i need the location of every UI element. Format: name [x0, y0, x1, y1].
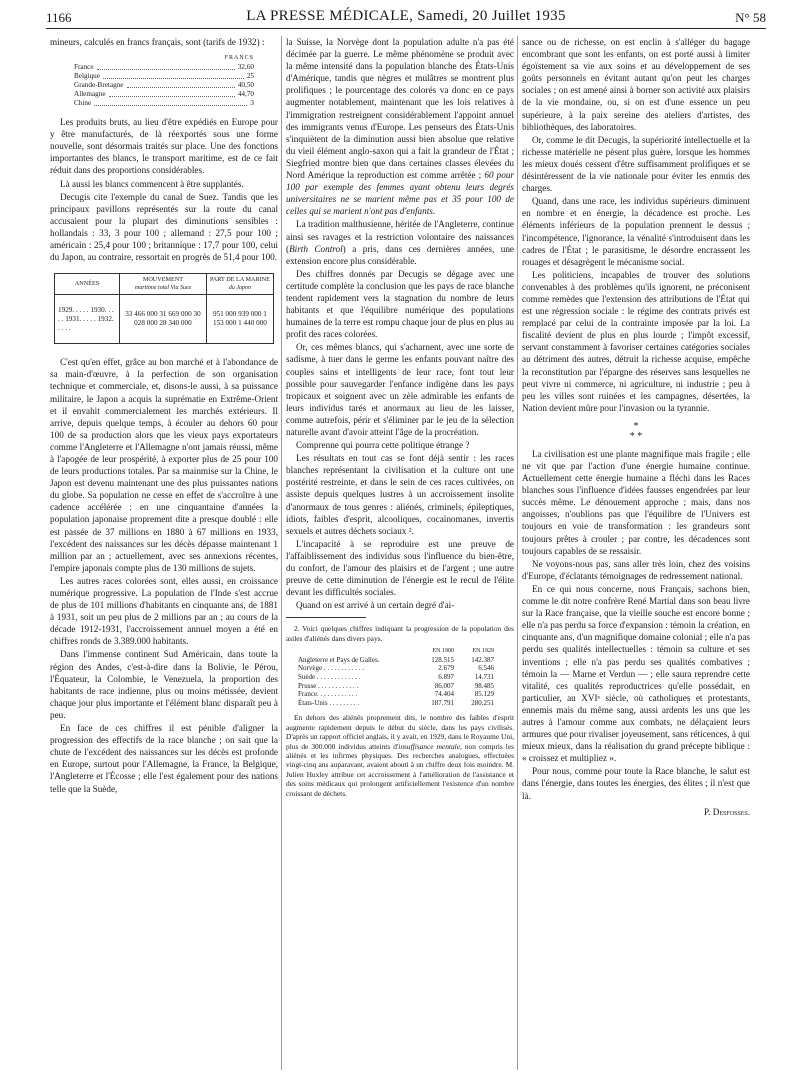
footnote-intro: 2. Voici quelques chiffres indiquant la progression de la population des asiles d'aliénés dans divers pays.	[286, 624, 514, 643]
footnote-rule	[286, 617, 366, 618]
section-separator: * * *	[629, 420, 643, 442]
footnote-text: En dehors des aliénés proprement dits, le nombre des faibles d'esprit augmente rapidement depuis le début du siècle, dans les pays civilisés. D'après un rapport officiel anglais, il y avait, en 1929, dans le Royaume Uni, plus de 300.000 individus atteints d'insuffisance mentale, non compris les aliénés et les infirmes physiques. Des recherches analogues, effectuées vingt-cinq ans auparavant, avaient abouti à un chiffre deux fois moindre. M. Julien Huxley attribue cet accroissement à l'amélioration de l'assistance et des soins médicaux qui prolongent artificiellement l'existence d'un nombre croissant de déchets.	[286, 713, 514, 798]
paragraph: sance ou de richesse, on est enclin à s'alléger du bagage encombrant que sont les enfants, on est porté aussi à limiter égoïstement sa vie aux soins et au développement de ses goûts personnels en évitant autant qu'on peut les charges sociales ; on est amené ainsi à borner son activité aux plaisirs de la vie mondaine, ou, si on est d'une essence un peu supérieure, à la paix sereine des ateliers d'artistes, des bibliothèques, des laboratoires.	[522, 37, 750, 132]
table-header: MOUVEMENT maritime total Via Suez	[120, 274, 207, 295]
paragraph: Quand, dans une race, les individus supérieurs diminuent en nombre et en énergie, la décadence est proche. Les éléments inférieurs de la population prennent le dessus ; l'incompétence, l'ignorance, la vénalité s'introduisent dans les cadres de l'État ; le parasitisme, le désordre encrassent les rouages et désagrègent le mécanisme social.	[522, 196, 750, 267]
rates-head: FRANCS	[224, 55, 254, 62]
page-header	[46, 6, 766, 29]
suez-traffic-table	[54, 273, 274, 344]
table-row: Suède . . . . . . . . . . . . . 6.897 14.731	[298, 673, 494, 681]
paragraph: mineurs, calculés en francs français, sont (tarifs de 1932) :	[50, 37, 265, 47]
table-header: PART DE LA MARINE du Japon	[206, 274, 273, 295]
paragraph: Comprenne qui pourra cette politique étrange ?	[296, 440, 470, 451]
paragraph: la Suisse, la Norvège dont la population adulte n'a pas été décimée par la guerre. Le même phénomène se produit avec la même intensité dans la population blanche des États-Unis d'Amérique, tandis que nègres et mulâtres se montrent plus prolifiques ; le pourcentage des colorés va donc en ce pays augmenter notablement, maintenant que les lois relatives à l'immigration restreignent considérablement l'appoint annuel des immigrants venus d'Europe. Les penseurs des États-Unis s'inquiètent de la diminution aussi bien absolue que relative du vieil élément anglo-saxon qui a fait la grandeur de l'État ; Siegfried montre bien que dans certaines classes élevées du Nord Amérique la reproduction est comme arrêtée ; 60 pour 100 par exemple des femmes ayant obtenu leurs degrés universitaires ne se marient même pas et 35 pour 100 de celles qui se marient n'ont pas d'enfants.	[286, 37, 514, 217]
paragraph: Les produits bruts, au lieu d'être expédiés en Europe pour y être manufacturés, de là réexportés sous une forme nouvelle, sont désormais traités sur place. Une des fonctions importantes des blancs, le transport maritime, est de ce fait réduit dans des proportions considérables.	[50, 117, 278, 176]
table-row: États-Unis . . . . . . . . . 187.791 280.251	[298, 698, 494, 707]
column-1	[50, 36, 278, 796]
paragraph: Les politiciens, incapables de trouver des solutions convenables à des problèmes qu'ils ignorent, ne préconisent comme remèdes que l'extension des attributions de l'État qui est une régression sociale : le régime des contrats privés est remplacé par celui de la contrainte imposée par la loi. La fiscalité devient de plus en plus lourde ; l'impôt excessif, servant constamment à favoriser certaines catégories sociales au détriment des autres, détruit la richesse acquise, empêche la reconstitution par l'épargne des réserves sans lesquelles ne peut vivre ni commerce, ni agriculture, ni industrie ; peu à peu les villes sont ruinées et les campagnes, désertées, la Nation devient mûre pour l'invasion ou la tyrannie.	[522, 269, 750, 413]
table-row: Norvège . . . . . . . . . . . . 2.679 6.546	[298, 664, 494, 673]
paragraph: Quand on est arrivé à un certain degré d'ai-	[296, 600, 455, 611]
paragraph: C'est qu'en effet, grâce au bon marché et à l'abondance de sa main-d'œuvre, à la perfection de son organisation technique et commerciale, et, disons-le aussi, à sa puissance militaire, le Japon a acquis la suprématie en Extrême-Orient et il envahit commercialement les marchés extérieurs. Il arrive, depuis quelque temps, à écouler au dehors 60 pour 100 de sa production alors que les vieux pays exportateurs comme l'Angleterre et l'Allemagne n'ont jamais réussi, même à l'apogée de leur prospérité, à exporter plus de 25 pour 100 de leurs productions totales. Par sa mainmise sur la Chine, le Japon est devenu maintenant une des plus puissantes nations du globe. Sa population ne cesse en effet de s'accroître à une cadence accélérée : en une cinquantaine d'années la population japonaise proprement dite a presque doublé : elle est passée de 37 millions en 1880 à 67 millions en 1933, l'excédent des naissances sur les décès dépasse maintenant 1 million par an ; actuellement, avec ses annexions récentes, l'empire japonais compte plus de 130 millions de sujets.	[50, 357, 278, 573]
list-item: Belgique 25	[74, 72, 254, 81]
list-item: Grande-Bretagne 40,50	[74, 81, 254, 90]
paragraph: En face de ces chiffres il est pénible d'aligner la progression des effectifs de la race blanche ; on sait que la chute de l'excédent des naissances sur les décès est profonde en Europe, surtout pour l'Allemagne, la France, la Belgique, l'Angleterre et l'Écosse ; elle l'est également pour des nations telle que la Suède,	[50, 723, 278, 794]
paragraph: Les résultats en tout cas se font déjà sentir : les races blanches représentant la civilisation et la culture ont une postérité restreinte, et dans le sein de ces races cultivées, on assiste depuis quelques lustres à un accroissement insolite d'anormaux de tous genres : aliénés, criminels, épileptiques, idiots, faibles d'esprit, alcooliques, cocaïnomanes, invertis sexuels et autres déchets sociaux ².	[286, 453, 514, 536]
list-item: Chine 3	[74, 99, 254, 108]
table-cell: 1929. . . . . 1930. . . . . 1931. . . . . 1932. . . . .	[55, 295, 120, 344]
paragraph: Là aussi les blancs commencent à être supplantés.	[60, 178, 244, 189]
table-cell: 951 000 939 000 1 153 000 1 440 000	[206, 295, 273, 344]
author-signature: P. Desfosses.	[704, 806, 750, 817]
paragraph: Or, ces mêmes blancs, qui s'acharnent, avec une sorte de sadisme, à tuer dans le germe les enfants pouvant naître des couples sains et intelligents de leur race, font tout leur possible pour sauvegarder l'enfance indigène dans les pays tropicaux et soignent avec un zèle admirable les enfants de leurs individus tarés et anormaux au lieu de les laisser, comme autrefois, périr et s'éliminer par le jeu de la sélection naturelle avant d'avoir atteint l'âge de la procréation.	[286, 342, 514, 437]
table-cell: 33 466 000 31 669 000 30 028 000 28 340 000	[120, 295, 207, 344]
table-header: ANNÉES	[55, 274, 120, 295]
paragraph: La civilisation est une plante magnifique mais fragile ; elle ne vit que par l'action d'une énergie humaine continue. Actuellement cette énergie humaine a fléchi dans les Races blanches sous l'influence d'idées fausses engendrées par leur succès même. Le dénouement approche ; mais, dans nos angoisses, n'oublions pas que l'équilibre de l'Univers est toujours en voie de transformation : les grandeurs sont toujours prêtes à crouler ; par contre, les décadences sont toujours capables de se ressaisir.	[522, 448, 750, 556]
list-item: France 32,60	[74, 63, 254, 72]
table-row: Prusse . . . . . . . . . . . . 86.007 98.485	[298, 681, 494, 690]
table-row: Angleterre et Pays de Galles. 128.515 142.387	[298, 655, 494, 664]
page-number: 1166	[46, 10, 72, 25]
paragraph: Les autres races colorées sont, elles aussi, en croissance numérique progressive. La population de l'Inde s'est accrue de plus de 101 millions d'habitants en cinquante ans, de 1881 à 1931, soit un peu plus de 2 millions par an ; au cours de la décade 1912-1931, l'accroissement annuel moyen a été en chiffres ronds de 3.389.000 habitants.	[50, 575, 278, 647]
paragraph: L'incapacité à se reproduire est une preuve de l'affaiblissement des individus sous l'influence du bien-être, du confort, de l'amour des plaisirs et de l'argent ; une autre preuve de cette diminution de l'énergie est le recul de l'élite devant les difficultés sociales.	[286, 538, 514, 598]
mining-wages-list	[74, 54, 254, 108]
journal-title: LA PRESSE MÉDICALE, Samedi, 20 Juillet 1935	[246, 8, 566, 24]
column-2	[286, 36, 514, 798]
column-3	[522, 36, 750, 818]
paragraph: Pour nous, comme pour toute la Race blanche, le salut est dans l'énergie, dans toutes les énergies, des élites ; il n'est que là.	[522, 766, 750, 801]
paragraph: Dans l'immense continent Sud Américain, dans toute la région des Andes, c'est-à-dire dans la Bolivie, le Pérou, l'Équateur, la Colombie, le Venezuela, la proportion des habitants de race indienne, plus ou moins métissée, devient chaque jour plus importante et l'élément blanc disparaît peu à peu.	[50, 649, 278, 720]
issue-number: N° 58	[735, 10, 766, 25]
paragraph: Des chiffres donnés par Decugis se dégage avec une certitude complète la conclusion que les pays de race blanche tendent rapidement vers la stagnation du nombre de leurs habitants et que l'équilibre numérique des populations humaines de la terre est rompu chaque jour de plus en plus au profit des races colorées.	[286, 268, 514, 340]
asylum-table: EN 1900 EN 1929 Angleterre et Pays de Galles. 128.515 142.387 Norvège . . . . . . . . . . . . 2.679 6.546 Suède . . . . . . . . . . . . . 6.897 14.731 Prusse . . . . . . . . . . . . 86.007 98.485 France. . . . . . . . . . . . 74.404 85.129 États-Unis . . . . . . . . . 187.791 280.251	[298, 648, 494, 707]
column-divider	[517, 36, 518, 1070]
paragraph: Ne voyons-nous pas, sans aller très loin, chez des voisins d'Europe, d'éclatants témoignages de redressement national.	[522, 558, 750, 581]
paragraph: En ce qui nous concerne, nous Français, sachons bien, comme le dit notre confrère René Martial dans son beau livre sur la Race française, que la vieille souche est encore bonne ; elle n'a pas perdu sa force d'expansion : témoin la création, en cinquante ans, d'un magnifique domaine colonial ; elle n'a pas perdu ses qualités intellectuelles : témoin sa culture et ses inventions ; elle n'a pas perdu ses qualités combatives ; témoin la — Marne et Verdun — ; elle saura reprendre cette vitalité, ces qualités reproductrices qu'elle possédait, en particulier, au XVIᵉ siècle, où catholiques et protestants, ennemis mais du même sang, aussi ardents les uns que les autres à l'amour comme aux combats, ne délaçaient leurs armures que pour rivaliser joyeusement, sans réticences, à qui mieux mieux, dans la réalisation du grand précepte biblique : « croissez et multipliez ».	[522, 583, 750, 764]
table-row: France. . . . . . . . . . . . 74.404 85.129	[298, 690, 494, 699]
footnote	[286, 624, 514, 798]
paragraph: Or, comme le dit Decugis, la supériorité intellectuelle et la richesse matérielle ne pèsent plus guère, lorsque les hommes les mieux doués cessent d'être suffisamment prolifiques et se désintéressent de la vie nationale pour éviter les ennuis des charges.	[522, 134, 750, 194]
list-item: Allemagne 44,70	[74, 90, 254, 99]
paragraph: Decugis cite l'exemple du canal de Suez. Tandis que les principaux pavillons représentés sur la route du canal accusaient pour la plupart des diminutions sensibles : hollandais : 33, 3 pour 100 ; allemand : 27,5 pour 100 ; américain : 25,4 pour 100 ; britannique : 17,7 pour 100, celui du Japon, au contraire, ressortait en progrès de 51,4 pour 100.	[50, 191, 278, 263]
column-divider	[281, 36, 282, 1070]
paragraph: La tradition malthusienne, héritée de l'Angleterre, continue ainsi ses ravages et la restriction volontaire des naissances (Birth Control) a pris, dans ces dernières années, une extension encore plus considérable.	[286, 219, 514, 266]
